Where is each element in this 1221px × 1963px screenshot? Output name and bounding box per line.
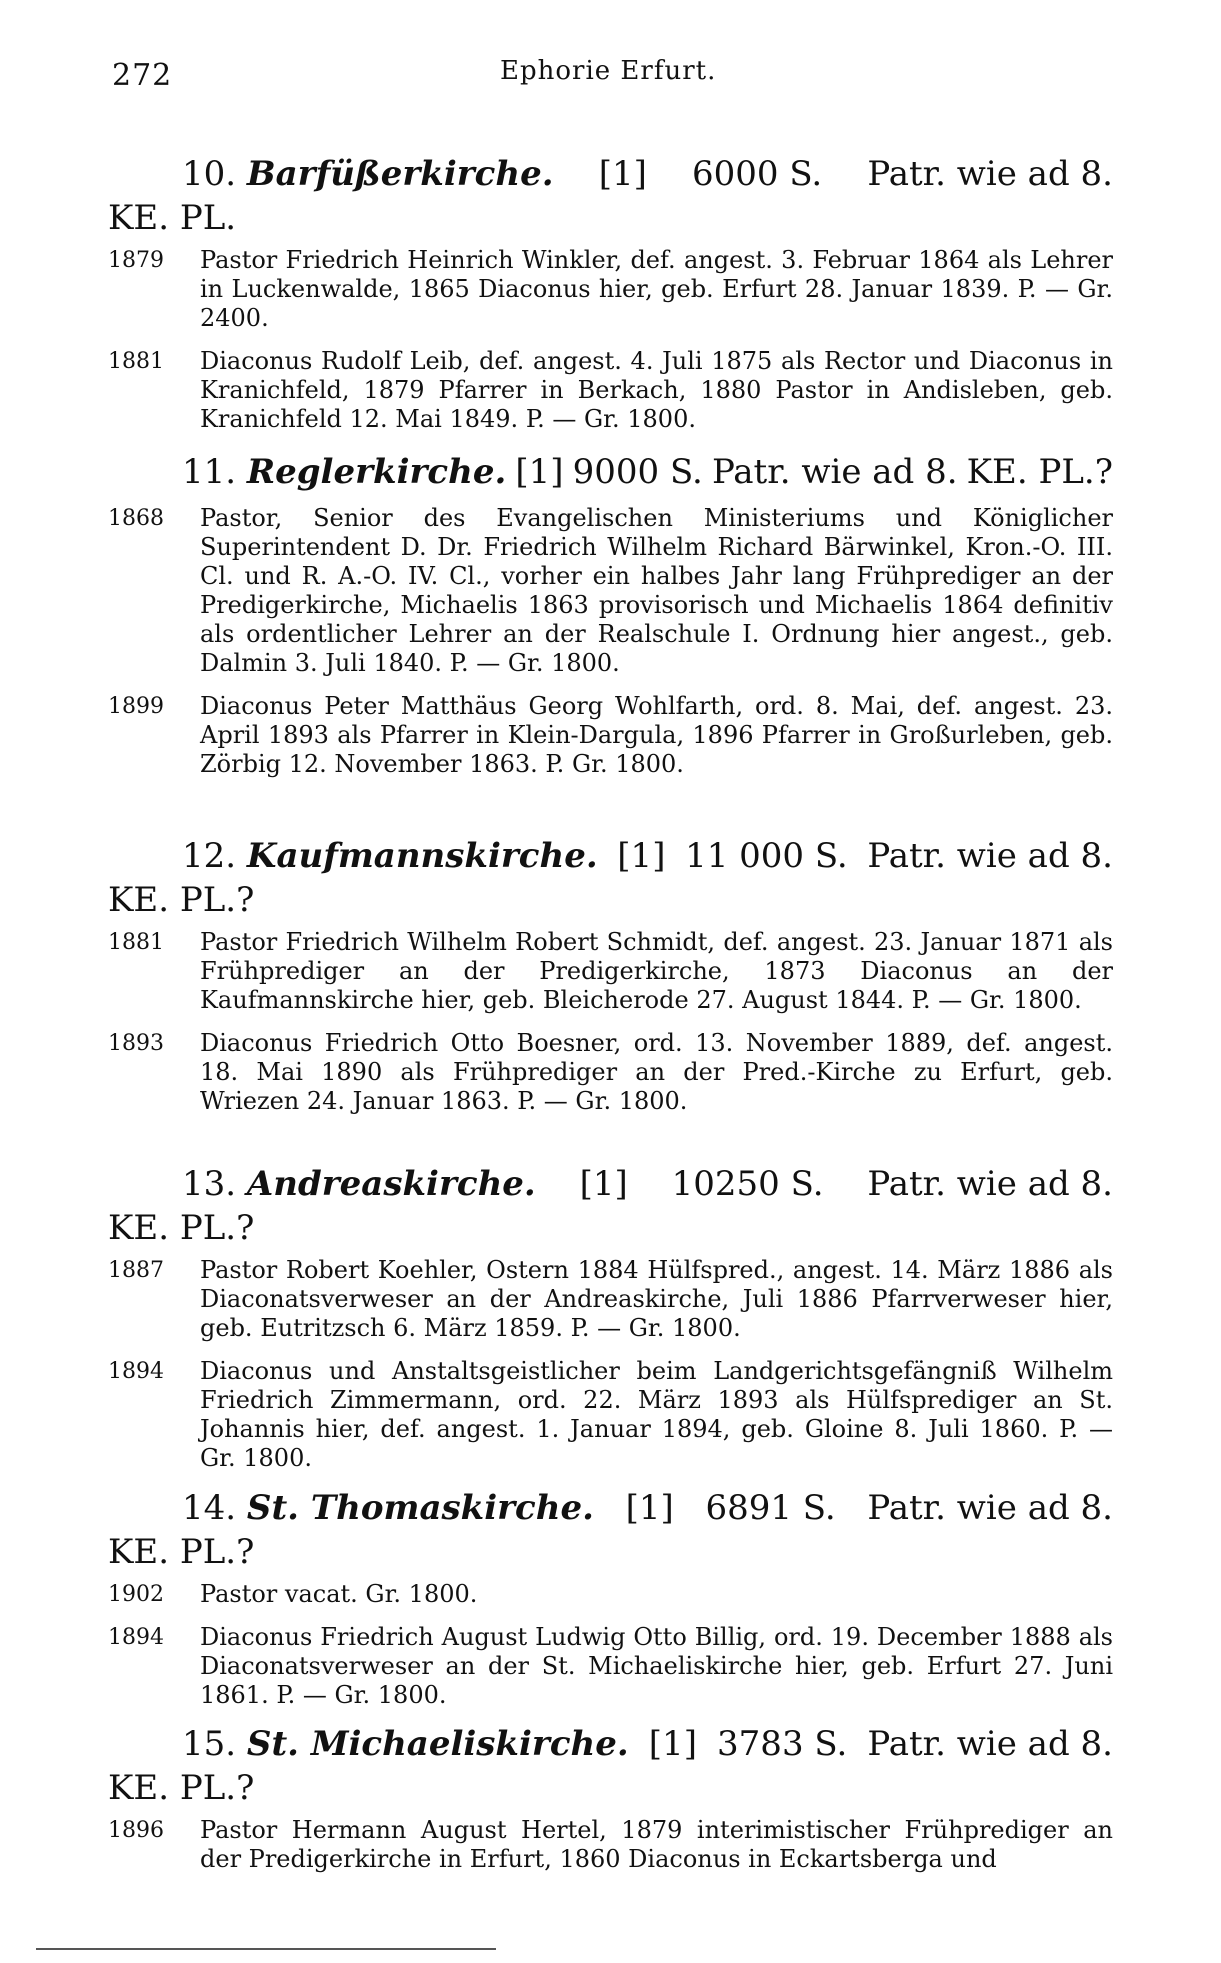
section-patron: Patr. wie ad 8.	[867, 1724, 1113, 1764]
bottom-rule	[36, 1948, 496, 1950]
section-count: [1]	[648, 1724, 697, 1764]
section-count: [1]	[625, 1488, 674, 1528]
church-title: Reglerkirche.	[246, 452, 507, 492]
section-michaeliskirche	[108, 1720, 1113, 1888]
clergy-entry	[108, 1029, 1113, 1116]
entry-year: 1894	[108, 1625, 164, 1650]
clergy-entry	[108, 1816, 1113, 1874]
entry-year: 1879	[108, 248, 164, 273]
section-count: [1]	[579, 1164, 628, 1204]
section-abbrev: KE. PL.?	[108, 1208, 255, 1248]
page-number: 272	[112, 58, 173, 93]
entry-text: Pastor Robert Koehler, Ostern 1884 Hülfspred., angest. 14. März 1886 als Diaconatsverweser an der Andreaskirche, Juli 1886 Pfarrverweser hier, geb. Eutritzsch 6. März 1859. P. — Gr. 1800.	[200, 1256, 1113, 1342]
clergy-entry	[108, 1623, 1113, 1710]
section-number-and-title: 14. St. Thomaskirche.	[182, 1488, 594, 1528]
entry-text: Pastor Friedrich Wilhelm Robert Schmidt, def. angest. 23. Januar 1871 als Frühprediger an der Predigerkirche, 1873 Diaconus an der Kaufmannskirche hier, geb. Bleicherode 27. August 1844. P. — Gr. 1800.	[200, 928, 1113, 1014]
section-heading	[108, 1720, 1113, 1816]
clergy-entry	[108, 246, 1113, 333]
clergy-entry	[108, 347, 1113, 434]
section-heading	[108, 1160, 1113, 1256]
clergy-entry	[108, 1357, 1113, 1473]
section-kaufmannskirche	[108, 832, 1113, 1130]
entry-year: 1868	[108, 506, 164, 531]
entry-year: 1894	[108, 1359, 164, 1384]
clergy-entry	[108, 692, 1113, 779]
entry-text: Diaconus Peter Matthäus Georg Wohlfarth, ord. 8. Mai, def. angest. 23. April 1893 als Pfarrer in Klein-Dargula, 1896 Pfarrer in Großurleben, geb. Zörbig 12. November 1863. P. Gr. 1800.	[200, 692, 1113, 778]
section-number-and-title: 10. Barfüßerkirche.	[182, 154, 554, 194]
section-abbrev: KE. PL.?	[966, 452, 1113, 492]
entry-year: 1881	[108, 349, 164, 374]
section-number-and-title: 12. Kaufmannskirche.	[182, 836, 598, 876]
section-count: [1]	[515, 452, 564, 492]
section-andreaskirche	[108, 1160, 1113, 1487]
entry-text: Pastor Hermann August Hertel, 1879 interimistischer Frühprediger an der Predigerkirche in Erfurt, 1860 Diaconus in Eckartsberga und	[200, 1816, 1113, 1873]
section-souls: 9000 S.	[572, 452, 703, 492]
church-title: St. Michaeliskirche.	[246, 1724, 629, 1764]
entry-year: 1902	[108, 1582, 164, 1607]
section-patron: Patr. wie ad 8.	[711, 452, 958, 492]
section-souls: 6000 S.	[692, 154, 823, 194]
section-count: [1]	[598, 154, 647, 194]
section-thomaskirche	[108, 1484, 1113, 1724]
church-title: Andreaskirche.	[246, 1164, 536, 1204]
section-abbrev: KE. PL.?	[108, 1532, 255, 1572]
church-title: St. Thomaskirche.	[246, 1488, 594, 1528]
section-barfuesserkirche	[108, 150, 1113, 448]
section-souls: 3783 S.	[717, 1724, 848, 1764]
entry-year: 1887	[108, 1258, 164, 1283]
entry-text: Pastor vacat. Gr. 1800.	[200, 1580, 478, 1608]
section-heading	[108, 1484, 1113, 1580]
entry-text: Diaconus Friedrich August Ludwig Otto Billig, ord. 19. December 1888 als Diaconatsverweser an der St. Michaeliskirche hier, geb. Erfurt 27. Juni 1861. P. — Gr. 1800.	[200, 1623, 1113, 1709]
entry-text: Diaconus und Anstaltsgeistlicher beim Landgerichtsgefängniß Wilhelm Friedrich Zimmermann, ord. 22. März 1893 als Hülfsprediger an St. Johannis hier, def. angest. 1. Januar 1894, geb. Gloine 8. Juli 1860. P. — Gr. 1800.	[200, 1357, 1113, 1472]
section-abbrev: KE. PL.	[108, 198, 237, 238]
section-heading	[108, 832, 1113, 928]
entry-year: 1893	[108, 1031, 164, 1056]
section-patron: Patr. wie ad 8.	[867, 1488, 1113, 1528]
church-title: Kaufmannskirche.	[246, 836, 598, 876]
entry-text: Pastor Friedrich Heinrich Winkler, def. angest. 3. Februar 1864 als Lehrer in Luckenwalde, 1865 Diaconus hier, geb. Erfurt 28. Januar 1839. P. — Gr. 2400.	[200, 246, 1113, 332]
clergy-entry	[108, 1580, 1113, 1609]
section-patron: Patr. wie ad 8.	[867, 154, 1113, 194]
church-title: Barfüßerkirche.	[246, 154, 554, 194]
section-number-and-title: 11. Reglerkirche.	[182, 452, 507, 492]
entry-text: Pastor, Senior des Evangelischen Ministeriums und Königlicher Superintendent D. Dr. Friedrich Wilhelm Richard Bärwinkel, Kron.-O. III. Cl. und R. A.-O. IV. Cl., vorher ein halbes Jahr lang Frühprediger an der Predigerkirche, Michaelis 1863 provisorisch und Michaelis 1864 definitiv als ordentlicher Lehrer an der Realschule I. Ordnung hier angest., geb. Dalmin 3. Juli 1840. P. — Gr. 1800.	[200, 504, 1113, 677]
entry-text: Diaconus Friedrich Otto Boesner, ord. 13. November 1889, def. angest. 18. Mai 1890 als Frühprediger an der Pred.-Kirche zu Erfurt, geb. Wriezen 24. Januar 1863. P. — Gr. 1800.	[200, 1029, 1113, 1115]
section-heading	[108, 448, 1113, 504]
section-souls: 10250 S.	[671, 1164, 824, 1204]
section-souls: 11 000 S.	[685, 836, 848, 876]
section-reglerkirche	[108, 448, 1113, 793]
section-count: [1]	[617, 836, 666, 876]
section-abbrev: KE. PL.?	[108, 880, 255, 920]
entry-year: 1899	[108, 694, 164, 719]
section-souls: 6891 S.	[705, 1488, 836, 1528]
section-number-and-title: 13. Andreaskirche.	[182, 1164, 536, 1204]
entry-year: 1881	[108, 930, 164, 955]
section-patron: Patr. wie ad 8.	[867, 1164, 1113, 1204]
section-abbrev: KE. PL.?	[108, 1768, 255, 1808]
entry-year: 1896	[108, 1818, 164, 1843]
running-head: Ephorie Erfurt.	[500, 56, 717, 86]
section-patron: Patr. wie ad 8.	[867, 836, 1113, 876]
entry-text: Diaconus Rudolf Leib, def. angest. 4. Juli 1875 als Rector und Diaconus in Kranichfeld, 1879 Pfarrer in Berkach, 1880 Pastor in Andisleben, geb. Kranichfeld 12. Mai 1849. P. — Gr. 1800.	[200, 347, 1113, 433]
clergy-entry	[108, 504, 1113, 678]
section-number-and-title: 15. St. Michaeliskirche.	[182, 1724, 629, 1764]
section-heading	[108, 150, 1113, 246]
clergy-entry	[108, 928, 1113, 1015]
clergy-entry	[108, 1256, 1113, 1343]
